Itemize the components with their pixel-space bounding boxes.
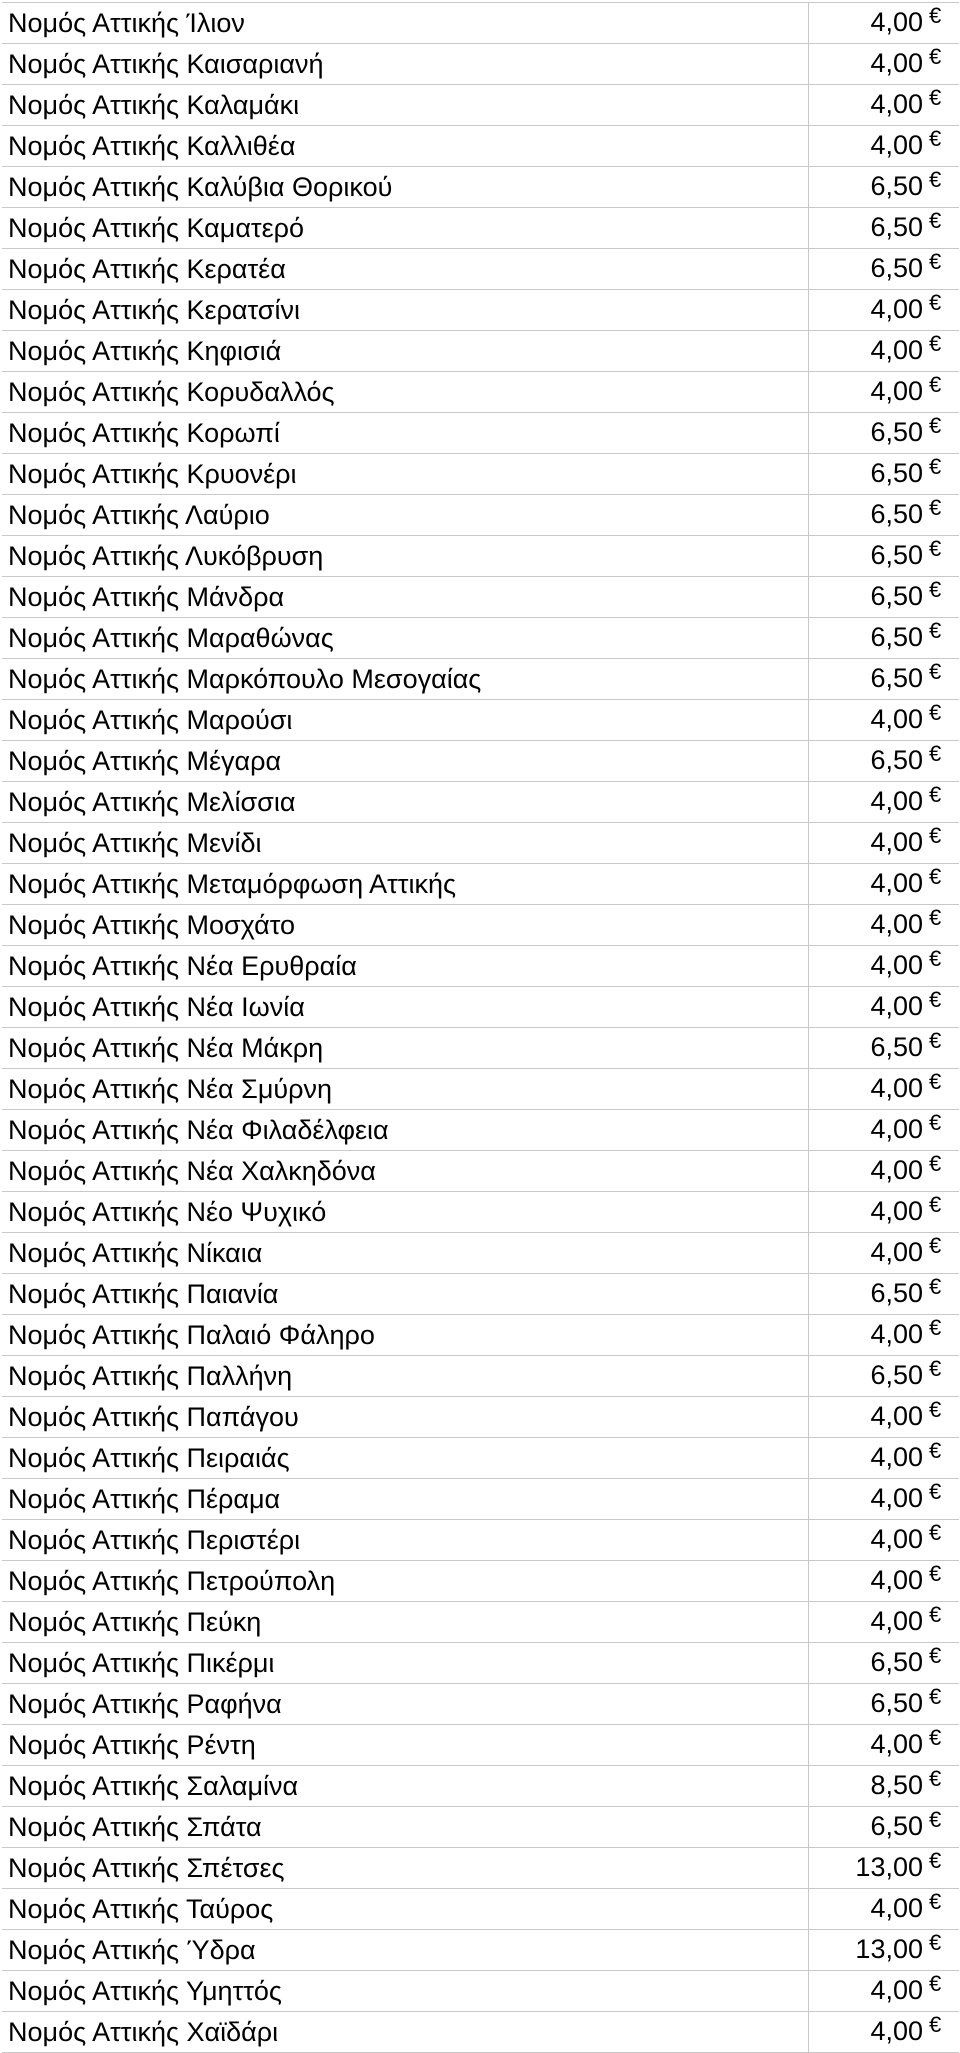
- table-row: [2, 1725, 959, 1766]
- price-cell: [809, 495, 960, 536]
- table-row: [2, 1438, 959, 1479]
- price-cell: [809, 659, 960, 700]
- price-cell: [809, 1848, 960, 1889]
- price-value: 4,00: [870, 868, 923, 898]
- table-row: [2, 1192, 959, 1233]
- area-name-cell: Νομός Αττικής Μαρούσι: [2, 700, 809, 741]
- euro-icon: €: [929, 167, 942, 192]
- euro-icon: €: [929, 577, 942, 602]
- euro-icon: €: [929, 1151, 942, 1176]
- area-name-cell: Νομός Αττικής Καισαριανή: [2, 44, 809, 85]
- area-name-cell: Νομός Αττικής Ύδρα: [2, 1930, 809, 1971]
- price-cell: [809, 208, 960, 249]
- price-value: 4,00: [870, 1893, 923, 1923]
- area-name-cell: Νομός Αττικής Κηφισιά: [2, 331, 809, 372]
- price-value: 4,00: [870, 376, 923, 406]
- table-row: [2, 1561, 959, 1602]
- euro-icon: €: [929, 495, 942, 520]
- price-cell: [809, 454, 960, 495]
- area-name-cell: Νομός Αττικής Καλαμάκι: [2, 85, 809, 126]
- price-cell: [809, 290, 960, 331]
- price-cell: [809, 905, 960, 946]
- table-row: [2, 618, 959, 659]
- price-cell: [809, 1233, 960, 1274]
- price-value: 6,50: [870, 1360, 923, 1390]
- price-cell: [809, 1684, 960, 1725]
- area-name-cell: Νομός Αττικής Νέα Χαλκηδόνα: [2, 1151, 809, 1192]
- area-name-cell: Νομός Αττικής Καλύβια Θορικού: [2, 167, 809, 208]
- euro-icon: €: [929, 905, 942, 930]
- area-name-cell: Νομός Αττικής Κορυδαλλός: [2, 372, 809, 413]
- table-row: [2, 1602, 959, 1643]
- price-cell: [809, 1971, 960, 2012]
- euro-icon: €: [929, 864, 942, 889]
- table-row: [2, 454, 959, 495]
- table-row: [2, 1848, 959, 1889]
- table-row: [2, 536, 959, 577]
- price-value: 6,50: [870, 622, 923, 652]
- euro-icon: €: [929, 1069, 942, 1094]
- table-row: [2, 905, 959, 946]
- euro-icon: €: [929, 1602, 942, 1627]
- price-cell: [809, 1110, 960, 1151]
- price-cell: [809, 1069, 960, 1110]
- area-name-cell: Νομός Αττικής Περιστέρι: [2, 1520, 809, 1561]
- price-cell: [809, 1151, 960, 1192]
- table-row: [2, 823, 959, 864]
- price-value: 4,00: [870, 1114, 923, 1144]
- price-cell: [809, 1643, 960, 1684]
- price-cell: [809, 618, 960, 659]
- table-row: [2, 782, 959, 823]
- area-name-cell: Νομός Αττικής Ρέντη: [2, 1725, 809, 1766]
- euro-icon: €: [929, 1520, 942, 1545]
- table-row: [2, 208, 959, 249]
- price-cell: [809, 1889, 960, 1930]
- area-name-cell: Νομός Αττικής Σαλαμίνα: [2, 1766, 809, 1807]
- table-row: [2, 700, 959, 741]
- area-name-cell: Νομός Αττικής Παιανία: [2, 1274, 809, 1315]
- table-row: [2, 864, 959, 905]
- euro-icon: €: [929, 741, 942, 766]
- price-value: 6,50: [870, 745, 923, 775]
- price-value: 4,00: [870, 1442, 923, 1472]
- euro-icon: €: [929, 85, 942, 110]
- price-value: 4,00: [870, 1196, 923, 1226]
- price-cell: [809, 1930, 960, 1971]
- euro-icon: €: [929, 454, 942, 479]
- area-name-cell: Νομός Αττικής Νέο Ψυχικό: [2, 1192, 809, 1233]
- price-value: 4,00: [870, 1606, 923, 1636]
- area-name-cell: Νομός Αττικής Παλαιό Φάληρο: [2, 1315, 809, 1356]
- table-row: [2, 413, 959, 454]
- table-row: [2, 577, 959, 618]
- price-cell: [809, 741, 960, 782]
- price-value: 6,50: [870, 499, 923, 529]
- table-row: [2, 1151, 959, 1192]
- price-cell: [809, 372, 960, 413]
- euro-icon: €: [929, 1397, 942, 1422]
- euro-icon: €: [929, 372, 942, 397]
- area-name-cell: Νομός Αττικής Καλλιθέα: [2, 126, 809, 167]
- price-value: 4,00: [870, 48, 923, 78]
- table-row: [2, 741, 959, 782]
- area-name-cell: Νομός Αττικής Νέα Ερυθραία: [2, 946, 809, 987]
- table-row: [2, 495, 959, 536]
- price-cell: [809, 1397, 960, 1438]
- area-name-cell: Νομός Αττικής Κορωπί: [2, 413, 809, 454]
- euro-icon: €: [929, 1110, 942, 1135]
- table-row: [2, 85, 959, 126]
- price-cell: [809, 1315, 960, 1356]
- price-value: 4,00: [870, 827, 923, 857]
- euro-icon: €: [929, 782, 942, 807]
- table-row: [2, 290, 959, 331]
- euro-icon: €: [929, 618, 942, 643]
- area-name-cell: Νομός Αττικής Μεταμόρφωση Αττικής: [2, 864, 809, 905]
- price-value: 4,00: [870, 1073, 923, 1103]
- table-row: [2, 1520, 959, 1561]
- area-name-cell: Νομός Αττικής Πετρούπολη: [2, 1561, 809, 1602]
- table-row: [2, 1930, 959, 1971]
- table-row: [2, 1971, 959, 2012]
- table-row: [2, 331, 959, 372]
- price-cell: [809, 1602, 960, 1643]
- euro-icon: €: [929, 1233, 942, 1258]
- table-row: [2, 2012, 959, 2053]
- price-value: 4,00: [870, 991, 923, 1021]
- area-name-cell: Νομός Αττικής Μάνδρα: [2, 577, 809, 618]
- price-cell: [809, 1479, 960, 1520]
- price-value: 4,00: [870, 2016, 923, 2046]
- euro-icon: €: [929, 1356, 942, 1381]
- price-value: 4,00: [870, 1483, 923, 1513]
- table-row: [2, 44, 959, 85]
- price-value: 6,50: [870, 253, 923, 283]
- euro-icon: €: [929, 1848, 942, 1873]
- price-value: 4,00: [870, 1401, 923, 1431]
- price-value: 4,00: [870, 704, 923, 734]
- price-value: 6,50: [870, 417, 923, 447]
- table-body: [2, 3, 959, 2053]
- area-name-cell: Νομός Αττικής Μαρκόπουλο Μεσογαίας: [2, 659, 809, 700]
- price-value: 4,00: [870, 1729, 923, 1759]
- price-value: 6,50: [870, 171, 923, 201]
- price-value: 4,00: [870, 89, 923, 119]
- euro-icon: €: [929, 413, 942, 438]
- price-cell: [809, 1274, 960, 1315]
- area-name-cell: Νομός Αττικής Κρυονέρι: [2, 454, 809, 495]
- area-name-cell: Νομός Αττικής Μοσχάτο: [2, 905, 809, 946]
- price-value: 6,50: [870, 1811, 923, 1841]
- euro-icon: €: [929, 44, 942, 69]
- table-row: [2, 167, 959, 208]
- table-row: [2, 1110, 959, 1151]
- price-value: 4,00: [870, 7, 923, 37]
- table-row: [2, 1069, 959, 1110]
- price-cell: [809, 1356, 960, 1397]
- table-row: [2, 372, 959, 413]
- euro-icon: €: [929, 946, 942, 971]
- table-row: [2, 1315, 959, 1356]
- price-value: 4,00: [870, 1524, 923, 1554]
- euro-icon: €: [929, 1889, 942, 1914]
- area-name-cell: Νομός Αττικής Νέα Σμύρνη: [2, 1069, 809, 1110]
- euro-icon: €: [929, 1684, 942, 1709]
- price-cell: [809, 249, 960, 290]
- price-value: 4,00: [870, 950, 923, 980]
- euro-icon: €: [929, 1438, 942, 1463]
- euro-icon: €: [929, 1807, 942, 1832]
- euro-icon: €: [929, 1643, 942, 1668]
- price-value: 4,00: [870, 1319, 923, 1349]
- area-name-cell: Νομός Αττικής Σπέτσες: [2, 1848, 809, 1889]
- price-cell: [809, 1438, 960, 1479]
- euro-icon: €: [929, 1315, 942, 1340]
- price-value: 4,00: [870, 1565, 923, 1595]
- euro-icon: €: [929, 659, 942, 684]
- area-name-cell: Νομός Αττικής Νέα Φιλαδέλφεια: [2, 1110, 809, 1151]
- area-name-cell: Νομός Αττικής Ίλιον: [2, 3, 809, 44]
- price-value: 4,00: [870, 909, 923, 939]
- area-name-cell: Νομός Αττικής Παπάγου: [2, 1397, 809, 1438]
- table-row: [2, 1028, 959, 1069]
- table-row: [2, 1766, 959, 1807]
- price-value: 4,00: [870, 1155, 923, 1185]
- price-value: 6,50: [870, 1278, 923, 1308]
- area-name-cell: Νομός Αττικής Πικέρμι: [2, 1643, 809, 1684]
- area-name-cell: Νομός Αττικής Πειραιάς: [2, 1438, 809, 1479]
- price-cell: [809, 823, 960, 864]
- price-cell: [809, 331, 960, 372]
- euro-icon: €: [929, 1192, 942, 1217]
- shipping-price-table: [2, 2, 959, 2053]
- euro-icon: €: [929, 1971, 942, 1996]
- table-row: [2, 1479, 959, 1520]
- euro-icon: €: [929, 823, 942, 848]
- price-cell: [809, 413, 960, 454]
- area-name-cell: Νομός Αττικής Παλλήνη: [2, 1356, 809, 1397]
- table-row: [2, 659, 959, 700]
- euro-icon: €: [929, 290, 942, 315]
- area-name-cell: Νομός Αττικής Μενίδι: [2, 823, 809, 864]
- price-value: 4,00: [870, 294, 923, 324]
- area-name-cell: Νομός Αττικής Μαραθώνας: [2, 618, 809, 659]
- table-row: [2, 1684, 959, 1725]
- price-cell: [809, 44, 960, 85]
- price-cell: [809, 85, 960, 126]
- area-name-cell: Νομός Αττικής Νέα Ιωνία: [2, 987, 809, 1028]
- table-row: [2, 1233, 959, 1274]
- euro-icon: €: [929, 249, 942, 274]
- euro-icon: €: [929, 536, 942, 561]
- table-row: [2, 1397, 959, 1438]
- price-cell: [809, 1028, 960, 1069]
- price-value: 6,50: [870, 581, 923, 611]
- area-name-cell: Νομός Αττικής Ταύρος: [2, 1889, 809, 1930]
- price-cell: [809, 987, 960, 1028]
- price-cell: [809, 167, 960, 208]
- area-name-cell: Νομός Αττικής Πεύκη: [2, 1602, 809, 1643]
- table-row: [2, 1807, 959, 1848]
- price-value: 6,50: [870, 212, 923, 242]
- area-name-cell: Νομός Αττικής Λυκόβρυση: [2, 536, 809, 577]
- price-cell: [809, 1561, 960, 1602]
- euro-icon: €: [929, 700, 942, 725]
- price-cell: [809, 946, 960, 987]
- price-cell: [809, 1520, 960, 1561]
- area-name-cell: Νομός Αττικής Λαύριο: [2, 495, 809, 536]
- euro-icon: €: [929, 3, 942, 28]
- price-value: 6,50: [870, 1032, 923, 1062]
- price-value: 6,50: [870, 663, 923, 693]
- euro-icon: €: [929, 126, 942, 151]
- price-value: 4,00: [870, 1237, 923, 1267]
- price-cell: [809, 2012, 960, 2053]
- euro-icon: €: [929, 1766, 942, 1791]
- area-name-cell: Νομός Αττικής Υμηττός: [2, 1971, 809, 2012]
- table-row: [2, 3, 959, 44]
- table-row: [2, 126, 959, 167]
- euro-icon: €: [929, 331, 942, 356]
- price-value: 13,00: [855, 1934, 923, 1964]
- price-cell: [809, 1766, 960, 1807]
- euro-icon: €: [929, 208, 942, 233]
- area-name-cell: Νομός Αττικής Μέγαρα: [2, 741, 809, 782]
- area-name-cell: Νομός Αττικής Νίκαια: [2, 1233, 809, 1274]
- area-name-cell: Νομός Αττικής Καματερό: [2, 208, 809, 249]
- price-value: 6,50: [870, 1647, 923, 1677]
- price-cell: [809, 3, 960, 44]
- price-cell: [809, 864, 960, 905]
- price-cell: [809, 1807, 960, 1848]
- euro-icon: €: [929, 987, 942, 1012]
- table-row: [2, 987, 959, 1028]
- euro-icon: €: [929, 1274, 942, 1299]
- table-row: [2, 1889, 959, 1930]
- area-name-cell: Νομός Αττικής Χαϊδάρι: [2, 2012, 809, 2053]
- price-value: 13,00: [855, 1852, 923, 1882]
- area-name-cell: Νομός Αττικής Ραφήνα: [2, 1684, 809, 1725]
- price-value: 6,50: [870, 1688, 923, 1718]
- area-name-cell: Νομός Αττικής Νέα Μάκρη: [2, 1028, 809, 1069]
- price-value: 4,00: [870, 786, 923, 816]
- price-cell: [809, 700, 960, 741]
- price-cell: [809, 1192, 960, 1233]
- price-cell: [809, 577, 960, 618]
- area-name-cell: Νομός Αττικής Μελίσσια: [2, 782, 809, 823]
- euro-icon: €: [929, 1725, 942, 1750]
- area-name-cell: Νομός Αττικής Κερατσίνι: [2, 290, 809, 331]
- table-row: [2, 946, 959, 987]
- table-row: [2, 1274, 959, 1315]
- price-value: 6,50: [870, 540, 923, 570]
- price-value: 4,00: [870, 130, 923, 160]
- price-value: 4,00: [870, 1975, 923, 2005]
- euro-icon: €: [929, 2012, 942, 2037]
- area-name-cell: Νομός Αττικής Κερατέα: [2, 249, 809, 290]
- price-cell: [809, 782, 960, 823]
- table-row: [2, 249, 959, 290]
- table-row: [2, 1643, 959, 1684]
- price-cell: [809, 1725, 960, 1766]
- price-value: 8,50: [870, 1770, 923, 1800]
- euro-icon: €: [929, 1479, 942, 1504]
- price-cell: [809, 536, 960, 577]
- area-name-cell: Νομός Αττικής Σπάτα: [2, 1807, 809, 1848]
- price-cell: [809, 126, 960, 167]
- price-value: 4,00: [870, 335, 923, 365]
- euro-icon: €: [929, 1930, 942, 1955]
- euro-icon: €: [929, 1028, 942, 1053]
- area-name-cell: Νομός Αττικής Πέραμα: [2, 1479, 809, 1520]
- price-value: 6,50: [870, 458, 923, 488]
- euro-icon: €: [929, 1561, 942, 1586]
- table-row: [2, 1356, 959, 1397]
